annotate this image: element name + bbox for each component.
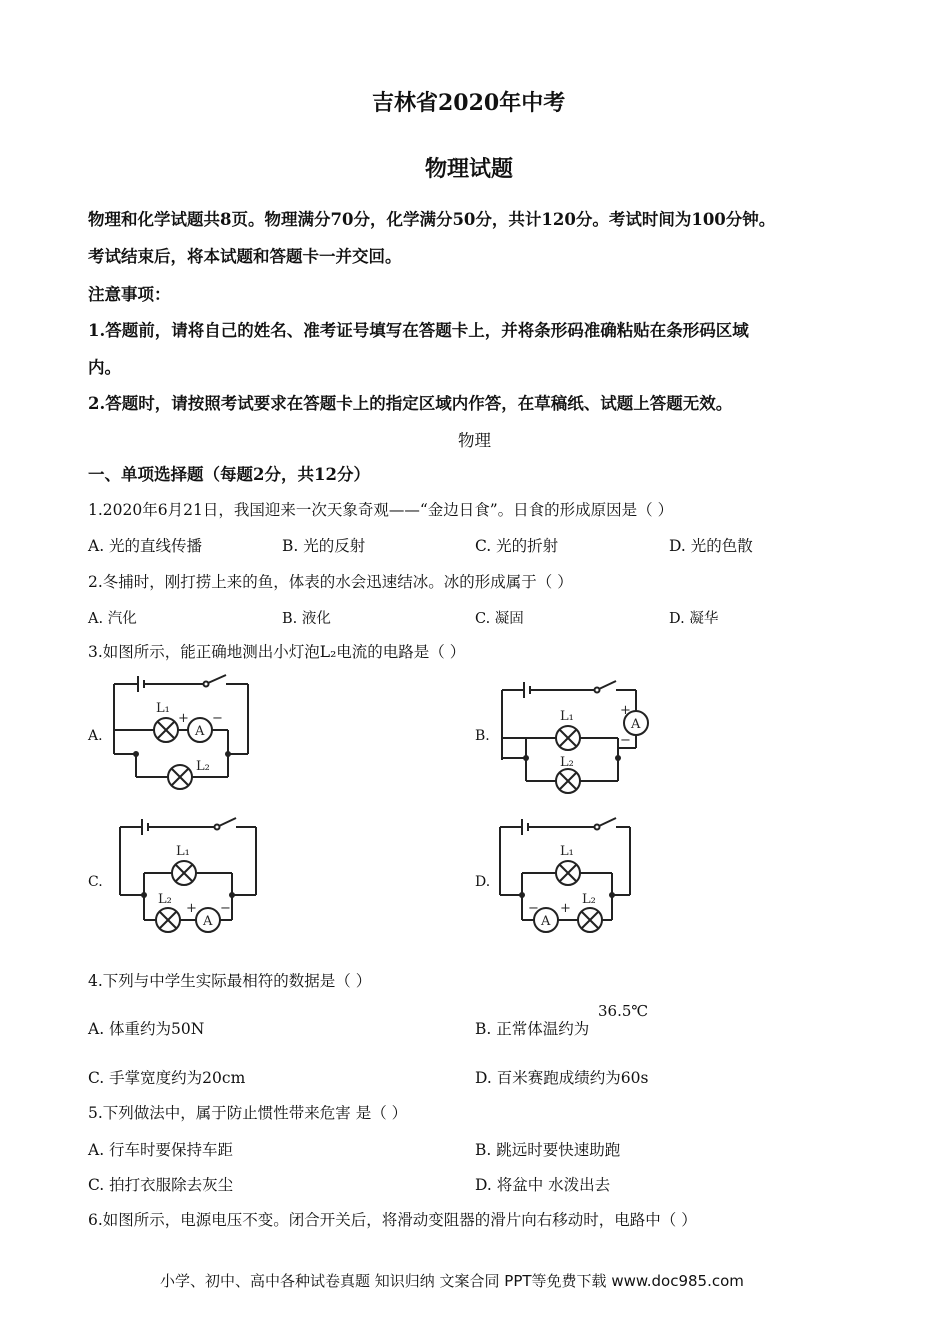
q5-option-b: B. 跳远时要快速助跑 [475, 1141, 621, 1159]
circuit-b-diagram [496, 678, 656, 798]
notice-2: 2.答题时，请按照考试要求在答题卡上的指定区域内作答，在草稿纸、试题上答题无效。 [88, 394, 733, 413]
q2-option-d: D. 凝华 [669, 611, 719, 627]
q2-option-c: C. 凝固 [475, 611, 524, 627]
q6-stem: 6.如图所示，电源电压不变。闭合开关后，将滑动变阻器的滑片向右移动时，电路中（ ） [88, 1211, 697, 1229]
q4-option-c: C. 手掌宽度约为20cm [88, 1069, 246, 1087]
q4-option-a: A. 体重约为50N [88, 1020, 205, 1038]
q2-option-b: B. 液化 [282, 611, 331, 627]
q1-stem: 1.2020年6月21日，我国迎来一次天象奇观——“金边日食”。日食的形成原因是（ ） [88, 501, 674, 519]
lamp-l1-a: L₁ [156, 701, 170, 716]
exam-title: 吉林省2020年中考 [372, 90, 566, 116]
q1-option-b: B. 光的反射 [282, 537, 366, 555]
lamp-l1-c: L₁ [176, 844, 190, 859]
plus-sign-b: + [620, 703, 631, 718]
ammeter-symbol-d: A [541, 914, 551, 929]
q5-option-a: A. 行车时要保持车距 [88, 1141, 234, 1159]
q2-stem: 2.冬捕时，刚打捞上来的鱼，体表的水会迅速结冰。冰的形成属于（ ） [88, 573, 573, 591]
q4-stem: 4.下列与中学生实际最相符的数据是（ ） [88, 972, 372, 990]
minus-sign-b: − [620, 733, 631, 748]
ammeter-symbol-b: A [631, 717, 641, 732]
footer-text: 小学、初中、高中各种试卷真题 知识归纳 文案合同 PPT等免费下载 www.doc985.com [160, 1272, 744, 1290]
q5-stem: 5.下列做法中，属于防止惯性带来危害 是（ ） [88, 1104, 408, 1122]
lamp-l1-d: L₁ [560, 844, 574, 859]
minus-sign-c: − [220, 901, 231, 916]
q1-option-d: D. 光的色散 [669, 537, 753, 555]
part1-heading: 一、单项选择题（每题2分，共12分） [88, 465, 370, 484]
q4-option-b: B. 正常体温约为 [475, 1020, 590, 1038]
q1-option-a: A. 光的直线传播 [88, 537, 203, 555]
lamp-l2-b: L₂ [560, 755, 574, 770]
ammeter-symbol-c: A [203, 914, 213, 929]
lamp-l2-a: L₂ [196, 759, 210, 774]
exam-subtitle: 物理试题 [425, 156, 514, 182]
q4-option-b-value: 36.5℃ [598, 1002, 649, 1020]
plus-sign-c: + [186, 901, 197, 916]
notice-1b: 内。 [88, 358, 121, 377]
q5-option-c: C. 拍打衣服除去灰尘 [88, 1176, 234, 1194]
notice-1a: 1.答题前，请将自己的姓名、准考证号填写在答题卡上，并将条形码准确粘贴在条形码区域 [88, 321, 749, 340]
q2-option-a: A. 汽化 [88, 611, 137, 627]
lamp-l1-b: L₁ [560, 709, 574, 724]
plus-sign-d: + [560, 901, 571, 916]
circuit-c-diagram [114, 815, 264, 940]
q5-option-d: D. 将盆中 水泼出去 [475, 1176, 611, 1194]
lamp-l2-c: L₂ [158, 892, 172, 907]
circuit-c-label: C. [88, 874, 103, 890]
circuit-d-diagram [494, 815, 644, 940]
intro-line-2: 考试结束后，将本试题和答题卡一并交回。 [88, 247, 402, 266]
circuit-a-label: A. [88, 728, 103, 744]
q1-option-c: C. 光的折射 [475, 537, 559, 555]
minus-sign-a: − [212, 711, 223, 726]
intro-line-1: 物理和化学试题共8页。物理满分70分，化学满分50分，共计120分。考试时间为100分钟。 [88, 210, 776, 229]
circuit-d-label: D. [475, 874, 491, 890]
lamp-l2-d: L₂ [582, 892, 596, 907]
circuit-a-diagram [108, 672, 258, 797]
plus-sign-a: + [178, 711, 189, 726]
subject-heading: 物理 [458, 431, 491, 450]
q4-option-d: D. 百米赛跑成绩约为60s [475, 1069, 649, 1087]
notice-title: 注意事项： [88, 285, 171, 304]
q3-stem: 3.如图所示，能正确地测出小灯泡L₂电流的电路是（ ） [88, 643, 466, 661]
circuit-b-label: B. [475, 728, 490, 744]
minus-sign-d: − [528, 901, 539, 916]
ammeter-symbol-a: A [195, 724, 205, 739]
